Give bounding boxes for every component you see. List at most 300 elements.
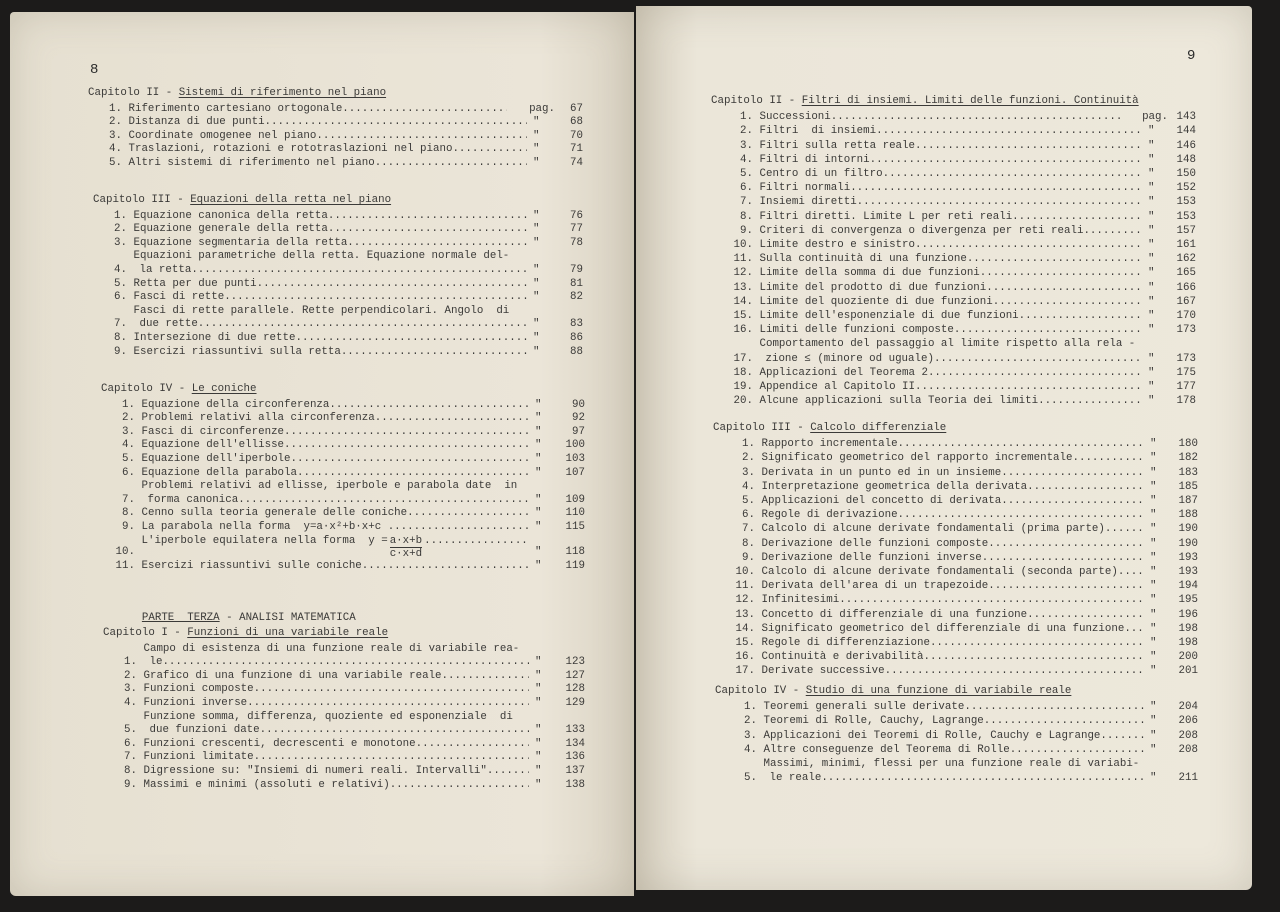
entry-title: Significato geometrico del differenziale di una funzione (755, 622, 1125, 635)
entry-number: 9. (740, 224, 753, 237)
dot-leader (329, 399, 529, 413)
entry-body (135, 412, 529, 426)
toc-entry[interactable] (101, 426, 585, 440)
entry-line (753, 195, 1142, 209)
entry-title: Funzioni composte (137, 683, 254, 696)
entry-page: 82 (570, 291, 583, 304)
toc-entry[interactable] (101, 412, 585, 426)
toc-entry[interactable] (715, 757, 1198, 785)
entry-line (757, 757, 1144, 771)
chapter-title: Studio di una funzione di variabile reale (805, 685, 1072, 697)
entry-title: Cenno sulla teoria generale delle coniche (135, 507, 408, 520)
dot-leader (341, 346, 527, 360)
entry-line (137, 751, 529, 765)
entry-line (755, 537, 1144, 551)
toc-entry[interactable] (103, 779, 585, 793)
page-marker: " (533, 291, 540, 304)
toc-entry[interactable] (93, 305, 583, 332)
page-marker: " (1150, 594, 1157, 607)
chapter-label: Capitolo IV - (101, 383, 192, 395)
entry-body (755, 537, 1144, 551)
toc-entry[interactable] (711, 139, 1196, 153)
page-marker: " (1150, 772, 1157, 785)
entry-body (755, 522, 1144, 536)
chapter-title: Equazioni della retta nel piano (190, 194, 392, 206)
dot-leader (1001, 466, 1144, 480)
toc-entry[interactable] (711, 181, 1196, 195)
entry-body (135, 535, 529, 560)
entry-number: 13. (735, 608, 755, 621)
entry-title: Centro di un filtro (753, 168, 883, 181)
entry-title: Esercizi riassuntivi sulla retta (127, 345, 341, 358)
toc-entry[interactable] (711, 366, 1196, 380)
toc-entry[interactable] (93, 210, 583, 224)
dot-leader (1072, 451, 1144, 465)
toc-entry[interactable] (713, 622, 1198, 636)
entry-page: 97 (572, 425, 585, 438)
entry-page: 185 (1178, 480, 1198, 493)
entry-page: 161 (1176, 239, 1196, 252)
entry-line (127, 291, 527, 305)
toc-entry[interactable] (103, 697, 585, 711)
entry-number: 2. (124, 669, 137, 682)
entry-line (755, 508, 1144, 522)
page-marker: " (535, 696, 542, 709)
toc-entry[interactable] (93, 237, 583, 251)
entry-title: Massimi, minimi, flessi per una funzione reale di variabi- (757, 758, 1140, 771)
toc-entry[interactable] (715, 729, 1198, 743)
toc-entry[interactable] (101, 521, 585, 535)
dot-leader (452, 143, 527, 157)
formula-fraction (390, 535, 422, 560)
dot-leader (162, 656, 529, 670)
entry-line (753, 309, 1142, 323)
toc-entry[interactable] (93, 223, 583, 237)
dot-leader (883, 167, 1142, 181)
dot-leader (898, 508, 1144, 522)
entry-line (137, 643, 529, 657)
entry-line (755, 466, 1144, 480)
toc-entry[interactable] (713, 636, 1198, 650)
dot-leader (342, 103, 507, 117)
entry-line (122, 116, 527, 130)
dot-leader (407, 507, 529, 521)
toc-entry[interactable] (713, 522, 1198, 536)
entry-body (137, 643, 529, 670)
toc-entry[interactable] (713, 579, 1198, 593)
entry-line (122, 157, 527, 171)
entry-number: 1. (744, 701, 757, 714)
entry-line (122, 130, 527, 144)
toc-entry[interactable] (93, 346, 583, 360)
chapter-label: Capitolo II - (711, 95, 802, 107)
toc-entry[interactable] (711, 266, 1196, 280)
toc-entry[interactable] (713, 664, 1198, 678)
entry-page: 180 (1178, 438, 1198, 451)
entry-line (135, 399, 529, 413)
entry-page: 67 (570, 102, 583, 115)
entry-line (753, 281, 1142, 295)
entry-title: Derivazione delle funzioni composte (755, 537, 989, 550)
entry-number: 3. (742, 466, 755, 479)
entry-title: Equazione della parabola (135, 466, 297, 479)
entry-page: 187 (1178, 495, 1198, 508)
entry-title: Problemi relativi ad ellisse, iperbole e parabola date in (135, 480, 518, 493)
entry-title: Retta per due punti (127, 277, 257, 290)
entry-line (753, 181, 1142, 195)
entry-body (753, 238, 1142, 252)
toc-entry[interactable] (715, 743, 1198, 757)
entry-title: Sulla continuità di una funzione (753, 253, 967, 266)
toc-entry[interactable] (103, 683, 585, 697)
entry-number: 1. (122, 398, 135, 411)
toc-entry[interactable] (711, 337, 1196, 365)
toc-entry[interactable] (103, 738, 585, 752)
entry-title: Filtri normali (753, 182, 851, 195)
chapter-title: Funzioni di una variabile reale (187, 627, 389, 639)
entry-body (755, 466, 1144, 480)
entry-title: Fasci di rette parallele. Rette perpendicolari. Angolo di (127, 304, 510, 317)
page-marker: " (533, 223, 540, 236)
dot-leader (930, 636, 1144, 650)
toc-entry[interactable] (713, 565, 1198, 579)
entry-body (755, 437, 1144, 451)
toc-entry[interactable] (715, 714, 1198, 728)
entry-title-continued: zione ≤ (minore od uguale) (759, 352, 934, 365)
page-marker: " (533, 209, 540, 222)
entry-page: 173 (1176, 324, 1196, 337)
toc-entry[interactable] (713, 494, 1198, 508)
entry-page: 70 (570, 129, 583, 142)
entry-body (753, 224, 1142, 238)
toc-entry[interactable] (713, 480, 1198, 494)
chapter-heading (711, 94, 1196, 108)
entry-title: Filtri sulla retta reale (753, 139, 915, 152)
entry-page: 115 (565, 520, 585, 533)
entry-page: 198 (1178, 622, 1198, 635)
entry-page: 173 (1176, 352, 1196, 365)
toc-entry[interactable] (711, 110, 1196, 124)
page-marker: " (1150, 701, 1157, 714)
page-marker: " (533, 156, 540, 169)
dot-leader (238, 494, 529, 508)
entry-line (137, 711, 529, 725)
entry-page: 182 (1178, 452, 1198, 465)
entry-number: 1. (740, 111, 753, 124)
entry-line (753, 352, 1142, 366)
entry-line (137, 656, 529, 670)
entry-title: Funzioni limitate (137, 751, 254, 764)
toc-entry[interactable] (713, 466, 1198, 480)
dot-leader (821, 771, 1144, 785)
toc-entry[interactable] (711, 224, 1196, 238)
page-marker: " (1148, 168, 1155, 181)
toc-entry[interactable] (93, 332, 583, 346)
toc-entry[interactable] (93, 278, 583, 292)
page-marker: " (1150, 580, 1157, 593)
page-marker: " (1150, 523, 1157, 536)
entry-number: 7. (742, 523, 755, 536)
dot-leader (390, 779, 529, 793)
entry-number: 1. (114, 209, 127, 222)
entry-number: 5. (122, 452, 135, 465)
entry-number: 19. (733, 381, 753, 394)
page-marker: " (533, 277, 540, 290)
entry-body (127, 332, 527, 346)
entry-title: Significato geometrico del rapporto incrementale (755, 452, 1073, 465)
toc-entry[interactable] (711, 124, 1196, 138)
entry-body (755, 608, 1144, 622)
dot-leader (375, 412, 529, 426)
toc-entry[interactable] (713, 650, 1198, 664)
entry-body (755, 480, 1144, 494)
toc-entry[interactable] (101, 560, 585, 574)
entry-title: Equazione generale della retta (127, 223, 328, 236)
toc-section (715, 684, 1198, 785)
entry-page: 167 (1176, 295, 1196, 308)
part-label: PARTE TERZA (141, 612, 220, 624)
chapter-label: Capitolo II - (88, 87, 179, 99)
entry-title: Derivazione delle funzioni inverse (755, 551, 982, 564)
entry-line (135, 560, 529, 574)
fraction-denominator: c·x+d (389, 547, 423, 560)
entry-line (127, 332, 527, 346)
entry-body (757, 714, 1144, 728)
entry-line (137, 765, 529, 779)
entry-body (753, 281, 1142, 295)
page-marker: " (1148, 395, 1155, 408)
entry-number: 4. (744, 743, 757, 756)
entry-number: 8. (742, 537, 755, 550)
entry-number: 9. (122, 520, 135, 533)
entry-line (135, 535, 529, 560)
entry-line (122, 103, 507, 117)
toc-entry[interactable] (101, 439, 585, 453)
dot-leader (284, 426, 529, 440)
entry-body (753, 181, 1142, 195)
entry-title: Fasci di rette (127, 291, 225, 304)
entry-page: 162 (1176, 253, 1196, 266)
entry-body (757, 743, 1144, 757)
entry-page: 188 (1178, 509, 1198, 522)
entry-number: 5. (740, 168, 753, 181)
entry-body (753, 139, 1142, 153)
entry-line (135, 412, 529, 426)
page-marker: pag. (1142, 111, 1168, 124)
dot-leader (1118, 565, 1144, 579)
toc-entry[interactable] (713, 451, 1198, 465)
entry-body (137, 751, 529, 765)
dot-leader (915, 238, 1142, 252)
page-marker: " (1148, 239, 1155, 252)
entry-line (127, 346, 527, 360)
entry-title: Alcune applicazioni sulla Teoria dei limiti (753, 395, 1039, 408)
toc-entry[interactable] (103, 751, 585, 765)
toc-entry[interactable] (711, 153, 1196, 167)
toc-section (711, 94, 1196, 408)
chapter-heading (93, 194, 583, 208)
entry-page: 119 (565, 559, 585, 572)
page-marker: " (1148, 210, 1155, 223)
toc-entry[interactable] (101, 453, 585, 467)
entry-title: Infinitesimi (755, 594, 840, 607)
toc-entry[interactable] (711, 210, 1196, 224)
entry-title: Derivata in un punto ed in un insieme (755, 466, 1002, 479)
entry-line (753, 124, 1142, 138)
entry-line (757, 743, 1144, 757)
entry-body (753, 167, 1142, 181)
entry-line (753, 337, 1142, 351)
entry-title: Limite del prodotto di due funzioni (753, 281, 987, 294)
dot-leader (416, 738, 529, 752)
entry-body (137, 697, 529, 711)
entry-number: 5. (124, 724, 137, 737)
page-marker: " (1148, 182, 1155, 195)
entry-line (753, 252, 1142, 266)
page-marker: " (535, 425, 542, 438)
entry-line (135, 480, 529, 494)
toc-entry[interactable] (88, 157, 583, 171)
page-marker: " (1150, 452, 1157, 465)
entry-title: Regole di differenziazione (755, 637, 930, 650)
toc-entry[interactable] (103, 765, 585, 779)
entry-page: 88 (570, 345, 583, 358)
toc-entry[interactable] (88, 116, 583, 130)
entry-number: 17. (733, 352, 753, 365)
entry-line (755, 451, 1144, 465)
toc-entry[interactable] (711, 167, 1196, 181)
entry-line (757, 700, 1144, 714)
toc-entry[interactable] (711, 281, 1196, 295)
toc-entry[interactable] (713, 593, 1198, 607)
entry-page: 109 (565, 493, 585, 506)
entry-page: 144 (1176, 125, 1196, 138)
toc-entry[interactable] (711, 238, 1196, 252)
toc-entry[interactable] (711, 394, 1196, 408)
dot-leader (923, 650, 1144, 664)
entry-body (135, 560, 529, 574)
entry-body (137, 738, 529, 752)
fraction-numerator: a·x+b (389, 534, 423, 547)
toc-entry[interactable] (101, 467, 585, 481)
entry-title: La parabola nella forma y=a·x²+b·x+c (135, 520, 388, 533)
entry-body (755, 451, 1144, 465)
toc-entry[interactable] (93, 250, 583, 277)
entry-page: 196 (1178, 608, 1198, 621)
toc-entry[interactable] (711, 323, 1196, 337)
entry-title: Interpretazione geometrica della derivata (755, 480, 1028, 493)
toc-section (88, 87, 583, 171)
page-marker: " (1148, 381, 1155, 394)
page-marker: " (535, 683, 542, 696)
toc-entry[interactable] (711, 252, 1196, 266)
toc-entry[interactable] (101, 399, 585, 413)
dot-leader (1027, 480, 1144, 494)
dot-leader (1105, 522, 1144, 536)
toc-entry[interactable] (103, 711, 585, 738)
entry-line (122, 143, 527, 157)
toc-entry[interactable] (713, 537, 1198, 551)
toc-entry[interactable] (88, 130, 583, 144)
chapter-heading (88, 87, 583, 101)
entry-body (137, 779, 529, 793)
entry-line (137, 697, 529, 711)
entry-line (135, 494, 529, 508)
toc-entry[interactable] (713, 551, 1198, 565)
entry-title: Limite del quoziente di due funzioni (753, 295, 993, 308)
dot-leader (915, 380, 1142, 394)
toc-entry[interactable] (103, 670, 585, 684)
page-marker: " (535, 398, 542, 411)
toc-entry[interactable] (101, 507, 585, 521)
entry-title: Equazione segmentaria della retta (127, 236, 348, 249)
entry-title: Esercizi riassuntivi sulle coniche (135, 559, 362, 572)
page-marker: " (535, 452, 542, 465)
toc-entry[interactable] (711, 195, 1196, 209)
entry-body (753, 266, 1142, 280)
entry-line (755, 494, 1144, 508)
page-marker: " (1150, 509, 1157, 522)
entry-line (127, 250, 527, 264)
toc-entry[interactable] (711, 309, 1196, 323)
entry-title: Digressione su: "Insiemi di numeri reali. Intervalli" (137, 764, 487, 777)
toc-entry[interactable] (713, 508, 1198, 522)
toc-entry[interactable] (715, 700, 1198, 714)
entry-line (135, 467, 529, 481)
toc-entry[interactable] (101, 535, 585, 560)
entry-line (753, 153, 1142, 167)
toc-entry[interactable] (88, 103, 583, 117)
entry-line (137, 683, 529, 697)
entry-page: 193 (1178, 566, 1198, 579)
chapter-label: Capitolo I - (103, 627, 188, 639)
entry-body (753, 210, 1142, 224)
toc-entry[interactable] (713, 608, 1198, 622)
page-marker: " (1150, 715, 1157, 728)
toc-entry[interactable] (711, 295, 1196, 309)
page-marker: " (1150, 608, 1157, 621)
toc-entry[interactable] (88, 143, 583, 157)
entry-line (137, 724, 529, 738)
toc-entry[interactable] (711, 380, 1196, 394)
entry-number: 6. (124, 737, 137, 750)
entry-number: 6. (742, 509, 755, 522)
entry-body (135, 467, 529, 481)
entry-number: 3. (122, 425, 135, 438)
page-marker: " (1150, 537, 1157, 550)
toc-entry[interactable] (93, 291, 583, 305)
entry-line (127, 305, 527, 319)
page-marker: " (1150, 480, 1157, 493)
chapter-label: Capitolo IV - (715, 685, 806, 697)
entry-title: Intersezione di due rette (127, 331, 296, 344)
entry-page: 201 (1178, 665, 1198, 678)
entry-title: Altre conseguenze del Teorema di Rolle (757, 743, 1010, 756)
page-marker: " (533, 143, 540, 156)
entry-body (755, 579, 1144, 593)
toc-entry[interactable] (101, 480, 585, 507)
toc-entry[interactable] (103, 643, 585, 670)
entry-page: 206 (1178, 715, 1198, 728)
entry-page: 103 (565, 452, 585, 465)
toc-entry[interactable] (713, 437, 1198, 451)
entry-title: Equazione della circonferenza (135, 398, 330, 411)
entry-body (757, 729, 1144, 743)
entry-title-continued: forma canonica (141, 493, 239, 506)
page-marker: " (1148, 281, 1155, 294)
entry-number: 4. (124, 696, 137, 709)
entry-title: Fasci di circonferenze (135, 425, 285, 438)
